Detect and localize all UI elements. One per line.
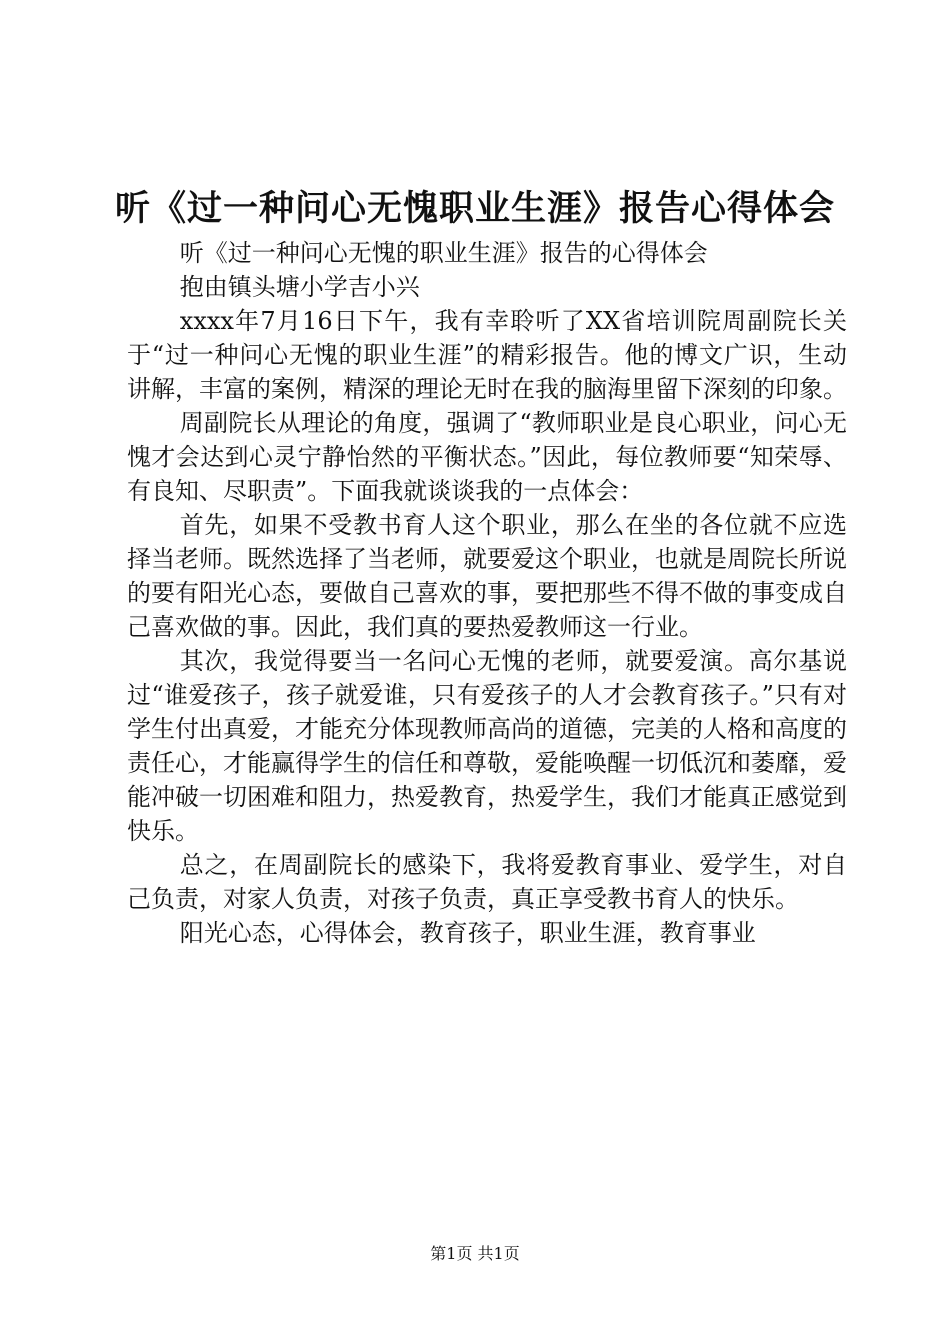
document-body — [127, 236, 847, 950]
body-paragraph: 周副院长从理论的角度，强调了“教师职业是良心职业，问心无愧才会达到心灵宁静怡然的平衡状态。”因此，每位教师要“知荣辱、有良知、尽职责”。下面我就谈谈我的一点体会： — [127, 409, 847, 505]
author-paragraph: 抱由镇头塘小学吉小兴 — [179, 273, 420, 301]
body-paragraph: xxxx年7月16日下午，我有幸聆听了XX省培训院周副院长关于“过一种问心无愧的职业生涯”的精彩报告。他的博文广识，生动讲解，丰富的案例，精深的理论无时在我的脑海里留下深刻的印象。 — [127, 307, 847, 403]
body-paragraph: 首先，如果不受教书育人这个职业，那么在坐的各位就不应选择当老师。既然选择了当老师，就要爱这个职业，也就是周院长所说的要有阳光心态，要做自己喜欢的事，要把那些不得不做的事变成自己喜欢做的事。因此，我们真的要热爱教师这一行业。 — [127, 511, 847, 641]
page-number-footer: 第1页 共1页 — [430, 1244, 520, 1263]
subtitle-paragraph: 听《过一种问心无愧的职业生涯》报告的心得体会 — [179, 239, 708, 267]
page-title: 听《过一种问心无愧职业生涯》报告心得体会 — [114, 188, 835, 229]
keywords-paragraph: 阳光心态，心得体会，教育孩子，职业生涯，教育事业 — [179, 919, 756, 947]
body-paragraph: 总之，在周副院长的感染下，我将爱教育事业、爱学生，对自己负责，对家人负责，对孩子负责，真正享受教书育人的快乐。 — [127, 851, 847, 913]
body-paragraph: 其次，我觉得要当一名问心无愧的老师，就要爱演。高尔基说过“谁爱孩子，孩子就爱谁，只有爱孩子的人才会教育孩子。”只有对学生付出真爱，才能充分体现教师高尚的道德，完美的人格和高度的责任心，才能赢得学生的信任和尊敬，爱能唤醒一切低沉和萎靡，爱能冲破一切困难和阻力，热爱教育，热爱学生，我们才能真正感觉到快乐。 — [127, 647, 847, 845]
